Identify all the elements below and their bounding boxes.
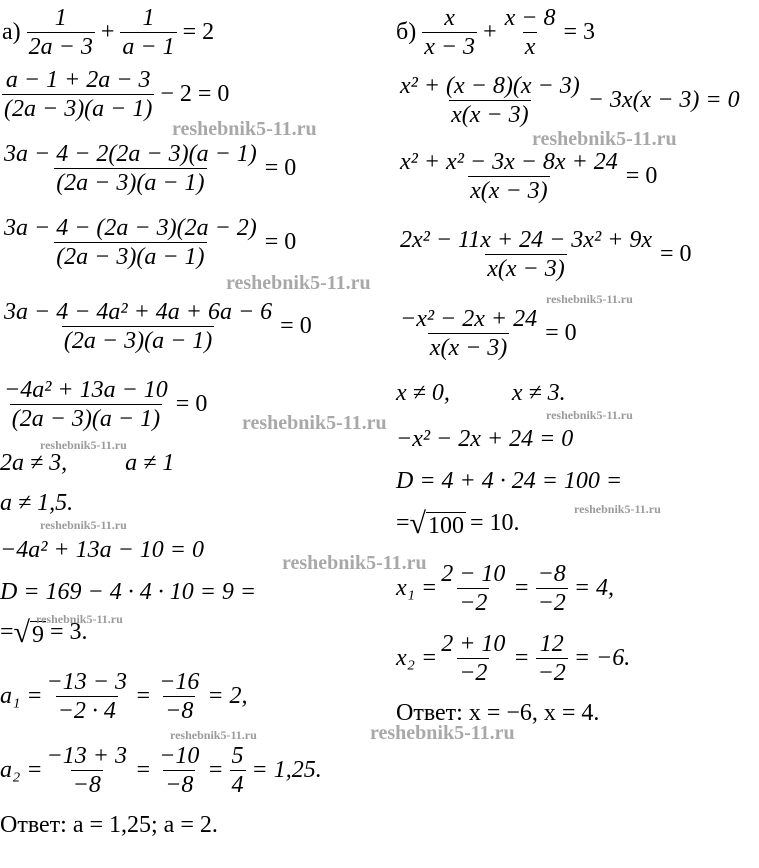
fraction: $\frac{1}{2a - 3}$: [28, 5, 93, 60]
a-line-11: = √ 9 = 3.: [0, 616, 88, 649]
watermark: reshebnik5-11.ru: [242, 412, 387, 434]
b-line-11: x₂ = $\frac{2 + 10}{-2}$ = $\frac{12}{-2}$ = −6.: [396, 631, 631, 686]
watermark: reshebnik5-11.ru: [370, 722, 515, 744]
b-line-6: x ≠ 0, x ≠ 3.: [396, 380, 566, 406]
a-line-8: a ≠ 1,5.: [0, 490, 74, 516]
b-line-9: = √ 100 = 10.: [396, 507, 520, 540]
a-line-3: $\frac{3a - 4 - 2(2a - 3)(a - 1)}{(2a - 3)(a - 1)}$ = 0: [4, 141, 297, 196]
watermark: reshebnik5-11.ru: [532, 128, 677, 150]
b-line-1: б) $\frac{x}{x - 3}$ + $\frac{x - 8}{x}$ = 3: [396, 5, 596, 60]
b-answer: Ответ: x = −6, x = 4.: [396, 700, 600, 726]
b-line-7: −x² − 2x + 24 = 0: [396, 426, 574, 452]
watermark: reshebnik5-11.ru: [282, 552, 427, 574]
sqrt: √ 9: [13, 616, 45, 649]
watermark: reshebnik5-11.ru: [226, 272, 371, 294]
watermark-small: reshebnik5-11.ru: [40, 438, 127, 452]
a-answer: Ответ: a = 1,25; a = 2.: [0, 812, 218, 838]
fraction: $\frac{1}{a - 1}$: [122, 5, 175, 60]
b-line-4: $\frac{\text{2x² − 11x + 24 − 3x² + 9x}}{x(x - 3)}$ = 0: [400, 227, 692, 282]
watermark-small: reshebnik5-11.ru: [546, 292, 633, 306]
watermark-small: reshebnik5-11.ru: [36, 612, 123, 626]
b-line-10: x₁ = $\frac{2 - 10}{-2}$ = $\frac{-8}{-2}$ = 4,: [396, 561, 615, 616]
watermark-small: reshebnik5-11.ru: [170, 728, 257, 742]
a-line-5: $\frac{\text{3a − 4 − 4a² + 4a + 6a − 6}}{(2a - 3)(a - 1)}$ = 0: [4, 299, 312, 354]
a-line-12: a₁ = $\frac{-13 - 3}{-2 \cdot 4}$ = $\frac{-16}{-8}$ = 2,: [0, 669, 248, 724]
a-line-4: $\frac{3a - 4 - (2a - 3)(2a - 2)}{(2a - 3)(a - 1)}$ = 0: [4, 215, 297, 270]
sqrt: √ 100: [409, 507, 465, 540]
b-line-2: $\frac{\text{x² + (x − 8)(x − 3)}}{x(x - 3)}$ − 3x(x − 3) = 0: [400, 73, 740, 128]
watermark-small: reshebnik5-11.ru: [546, 408, 633, 422]
a-line-2: $\frac{a - 1 + 2a - 3}{(2a - 3)(a - 1)}$ − 2 = 0: [4, 67, 230, 122]
a-line-10: D = 169 − 4 · 4 · 10 = 9 =: [0, 579, 257, 605]
a-line-6: $\frac{\text{−4a² + 13a − 10}}{(2a - 3)(a - 1)}$ = 0: [4, 377, 208, 432]
watermark-small: reshebnik5-11.ru: [40, 518, 127, 532]
a-line-9: −4a² + 13a − 10 = 0: [0, 537, 204, 563]
watermark: reshebnik5-11.ru: [172, 118, 317, 140]
a-line-13: a₂ = $\frac{-13 + 3}{-8}$ = $\frac{-10}{-8}$ = $\frac{5}{4}$ = 1,25.: [0, 743, 322, 798]
watermark-small: reshebnik5-11.ru: [574, 502, 661, 516]
b-line-8: D = 4 + 4 · 24 = 100 =: [396, 468, 623, 494]
a-line-1: а) $\frac{1}{2a - 3}$ + $\frac{1}{a - 1}$ = 2: [2, 5, 215, 60]
a-line-7: 2a ≠ 3, a ≠ 1: [0, 450, 175, 476]
b-line-3: $\frac{\text{x² + x² − 3x − 8x + 24}}{x(x - 3)}$ = 0: [400, 149, 658, 204]
b-line-5: $\frac{\text{−x² − 2x + 24}}{x(x - 3)}$ = 0: [400, 306, 577, 361]
